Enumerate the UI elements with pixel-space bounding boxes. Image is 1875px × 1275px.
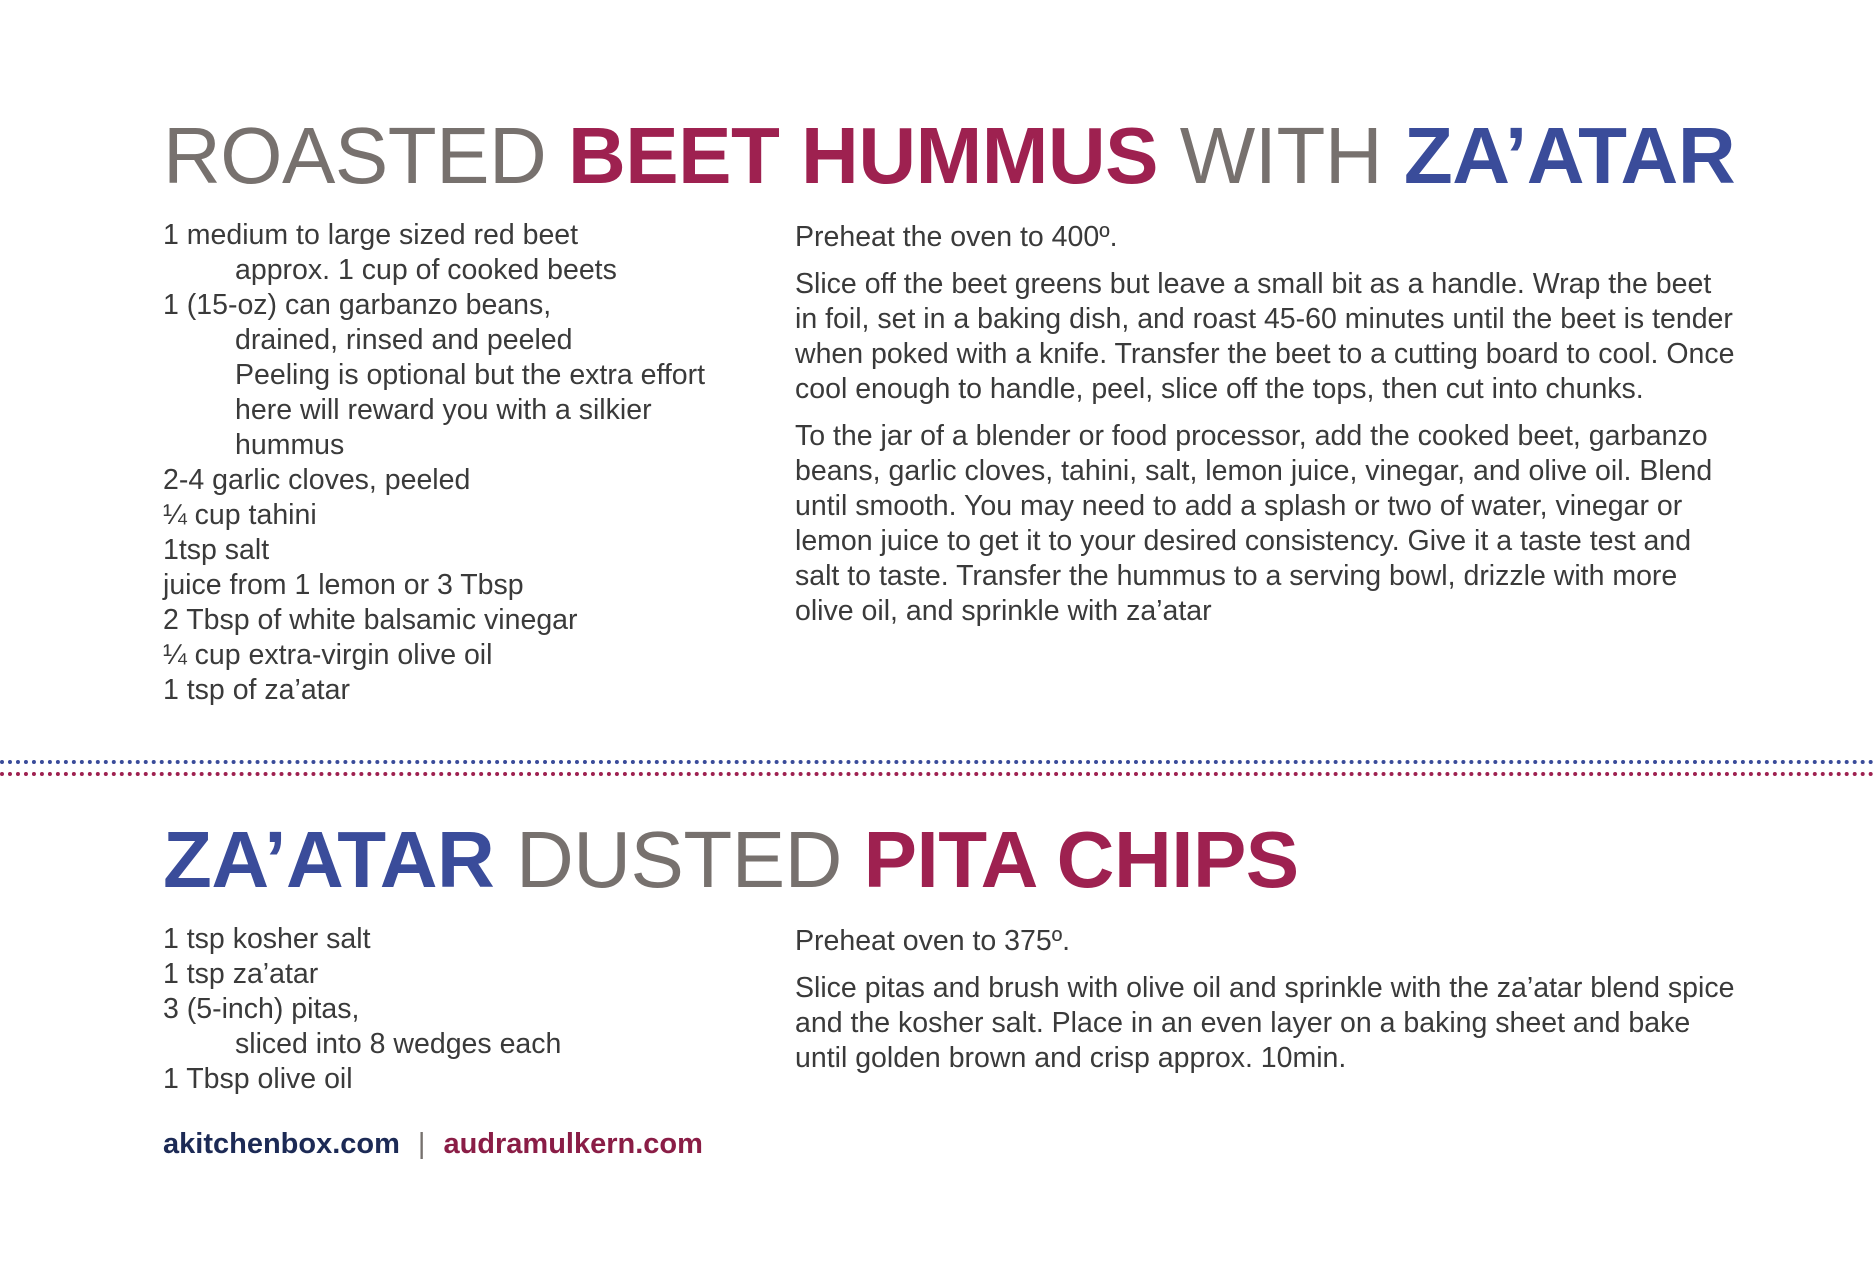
ingredient-note: Peeling is optional but the extra effort here will reward you with a silkier hummus <box>235 359 706 461</box>
footer-links <box>163 1128 703 1161</box>
ingredient-list <box>163 922 723 1097</box>
title-highlight: PITA CHIPS <box>863 815 1299 904</box>
method-step: Preheat the oven to 400º. <box>795 221 1118 253</box>
method-steps <box>795 220 1735 641</box>
ingredient-list <box>163 218 723 708</box>
recipe-title <box>163 812 1743 908</box>
ingredient-item: 1 medium to large sized red beet <box>163 219 579 251</box>
method-steps <box>795 924 1735 1088</box>
ingredient-item: 2-4 garlic cloves, peeled <box>163 464 471 496</box>
ingredient-item: 3 (5-inch) pitas, <box>163 993 360 1025</box>
footer-separator: | <box>417 1128 426 1160</box>
ingredient-item: 1 (15-oz) can garbanzo beans, <box>163 289 552 321</box>
recipe-title <box>163 108 1743 204</box>
ingredient-item: 1tsp salt <box>163 534 270 566</box>
website-link-audramulkern[interactable]: audramulkern.com <box>443 1128 703 1160</box>
title-word: ROASTED <box>163 111 568 200</box>
dotted-divider-blue <box>0 760 1875 764</box>
ingredient-item: 1 tsp kosher salt <box>163 923 371 955</box>
title-highlight: BEET HUMMUS <box>567 111 1158 200</box>
method-step: Preheat oven to 375º. <box>795 925 1071 957</box>
method-step: Slice pitas and brush with olive oil and sprinkle with the za’atar blend spice and the kosher salt. Place in an even layer on a baking sheet and bake until golden brown and crisp approx. 10min. <box>795 972 1735 1074</box>
ingredient-item: 1 Tbsp olive oil <box>163 1063 353 1095</box>
title-word: DUSTED <box>494 815 864 904</box>
method-step: Slice off the beet greens but leave a small bit as a handle. Wrap the beet in foil, set in a baking dish, and roast 45-60 minutes until the beet is tender when poked with a knife. Transfer the beet to a cutting board to cool. Once cool enough to handle, peel, slice off the tops, then cut into chunks. <box>795 268 1735 405</box>
title-word: WITH <box>1158 111 1404 200</box>
method-step: To the jar of a blender or food processor, add the cooked beet, garbanzo beans, garlic cloves, tahini, salt, lemon juice, vinegar, and olive oil. Blend until smooth. You may need to add a splash or two of water, vinegar or lemon juice to get it to your desired consistency. Give it a taste test and salt to taste. Transfer the hummus to a serving bowl, drizzle with more olive oil, and sprinkle with za’atar <box>795 420 1713 627</box>
dotted-divider-red <box>0 772 1875 776</box>
ingredient-item: 2 Tbsp of white balsamic vinegar <box>163 604 578 636</box>
title-highlight: ZA’ATAR <box>163 815 495 904</box>
ingredient-item: ¼ cup tahini <box>163 499 317 531</box>
ingredient-item: 1 tsp za’atar <box>163 958 319 990</box>
ingredient-note: approx. 1 cup of cooked beets <box>235 254 617 286</box>
ingredient-item: juice from 1 lemon or 3 Tbsp <box>163 569 524 601</box>
title-highlight: ZA’ATAR <box>1403 111 1736 200</box>
recipe-pita-chips <box>163 812 1743 1095</box>
ingredient-note: drained, rinsed and peeled <box>235 324 573 356</box>
recipe-beet-hummus <box>163 108 1743 706</box>
website-link-akitchenbox[interactable]: akitchenbox.com <box>163 1128 400 1160</box>
ingredient-note: sliced into 8 wedges each <box>235 1028 562 1060</box>
ingredient-item: 1 tsp of za’atar <box>163 674 350 706</box>
ingredient-item: ¼ cup extra-virgin olive oil <box>163 639 493 671</box>
